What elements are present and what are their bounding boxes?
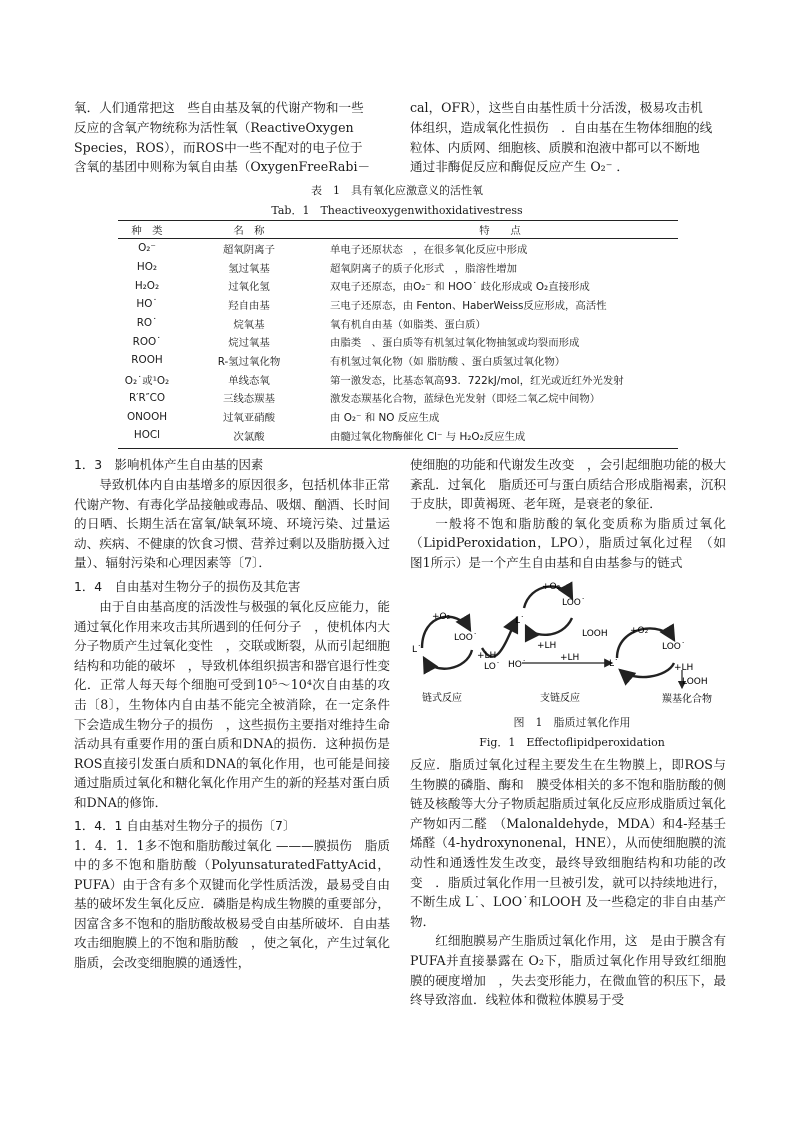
intro-right-column [410, 98, 726, 177]
right-column-top [410, 455, 726, 573]
fig-label-loo-top: LOO˙ [562, 598, 586, 608]
table-row [118, 258, 678, 277]
heading-1-4-1: 1．4．1 自由基对生物分子的损伤〔7〕 [74, 817, 296, 833]
figure-caption-cn: 图 1 脂质过氧化作用 [513, 716, 631, 729]
intro-right-line-1: cal，OFR），这些自由基性质十分活泼，极易攻击机 [410, 100, 703, 115]
heading-1-4: 1．4 自由基对生物分子的损伤及其危害 [74, 578, 301, 594]
left-column-body [74, 455, 403, 973]
cell-feature: 第一激发态，比基态氧高93．722kJ/mol，红光或近红外光发射 [330, 374, 624, 387]
cell-type: RO˙ [136, 317, 158, 330]
fig-label-lh-mid1: +LH [537, 641, 557, 651]
cell-feature: 激发态羰基化合物，蓝绿色光发射（即烃二氧乙烷中间物） [330, 393, 601, 406]
paragraph-r4: 红细胞膜易产生脂质过氧化作用，这 是由于膜含有 PUFA并直接暴露在 O₂下，脂质过氧化作用导致红细胞膜的硬度增加 ，失去变形能力，在微血管的积压下，最终导致溶血．线粒体和微粒体膜易于受 [410, 933, 726, 1008]
header-name: 名 称 [176, 221, 322, 239]
right-column-bottom [410, 755, 726, 1010]
table-bottom-rule [118, 448, 678, 449]
table-row [118, 370, 678, 389]
fig-label-loo-left: LOO˙ [454, 633, 478, 643]
fig-label-chain: 链式反应 [422, 693, 462, 704]
fig-label-lo: LO˙ [484, 662, 501, 672]
fig-label-branch: 支链反应 [540, 693, 580, 704]
cell-type: HO˙ [136, 298, 158, 311]
figure-caption-en: Fig．1 Effectoflipidperoxidation [479, 736, 665, 749]
fig-label-looh-top: LOOH [582, 629, 608, 639]
cell-feature: 由髓过氧化物酶催化 Cl⁻ 与 H₂O₂反应生成 [330, 430, 526, 443]
cell-feature: 三电子还原态，由 Fenton、HaberWeiss反应形成，高活性 [330, 299, 607, 312]
cell-name: 氢过氧基 [228, 262, 270, 275]
paragraph-r3: 反应．脂质过氧化过程主要发生在生物膜上，即ROS与生物膜的磷脂、酶和 膜受体相关的多不饱和脂肪酸的侧链及核酸等大分子物质起脂质过氧化反应形成脂质过氧化产物如丙二醛 （Malonaldehyde，MDA）和4-羟基壬烯醛（4-hydroxynonenal，HNE），从而使细胞膜的流动性和通透性发生改变，最终导致细胞结构和功能的改变 ．脂质过氧化作用一旦被引发，就可以持续地进行，不断生成 L˙、LOO˙和LOOH 及一些稳定的非自由基产物． [410, 757, 726, 929]
fig-label-carbonyl: 羰基化合物 [662, 694, 712, 705]
table-row [118, 389, 678, 408]
cell-type: ROOH [131, 354, 163, 367]
cell-name: 羟自由基 [228, 299, 270, 312]
paragraph-r2: 一般将不饱和脂肪酸的氧化变质称为脂质过氧化（LipidPeroxidation，LPO），脂质过氧化过程 （如图1所示）是一个产生自由基和自由基参与的链式 [410, 515, 726, 570]
table-row [118, 351, 678, 370]
cell-name: R-氢过氧化物 [217, 355, 281, 368]
fig-label-looh-right: LOOH [682, 677, 708, 687]
intro-right-line-3: 粒体、内质网、细胞核、质膜和泡液中都可以不断地 [410, 139, 700, 155]
cell-name: 烷过氧基 [228, 337, 270, 350]
cell-feature: 有机氢过氧化物（如 脂肪酸 、蛋白质氢过氧化物） [330, 355, 566, 368]
heading-1-3: 1．3 影响机体产生自由基的因素 [74, 457, 264, 472]
table-row [118, 239, 678, 258]
intro-left-column [74, 98, 390, 177]
cell-type: ROO˙ [132, 335, 162, 348]
table-header-row [118, 221, 678, 239]
left-cycle-arc-bottom [424, 650, 472, 669]
fig-label-o2-left: +O₂ [432, 612, 451, 622]
header-type: 种 类 [118, 221, 176, 239]
cell-type: HO₂ [136, 261, 158, 274]
intro-right-line-2: 体组织，造成氧化性损伤 ．自由基在生物体细胞的线 [410, 119, 713, 135]
intro-left-line-2: 反应的含氧产物统称为活性氧（ReactiveOxygen [74, 119, 354, 135]
cell-feature: 超氧阴离子的质子化形式 ，脂溶性增加 [330, 262, 518, 275]
intro-left-line-3: Species，ROS），而ROS中一些不配对的电子位于 [74, 139, 363, 155]
cell-name: 烷氧基 [233, 318, 265, 331]
intro-right-line-4: 通过非酶促反应和酶促反应产生 O₂⁻ ． [410, 159, 629, 175]
paragraph-1-4: 由于自由基高度的活泼性与极强的氧化反应能力，能通过氧化作用来攻击其所遇到的任何分子 ，使机体内大分子物质产生过氧化变性 ，交联或断裂，从而引起细胞结构和功能的破坏 ，导致机体组织损害和器官退行性变化．正常人每天每个细胞可受到10⁵～10⁴次自由基的攻击〔8〕，生物体内自由基不能完全被消除，在一定条件下会造成生物分子的损伤 ，这些损伤主要指对维持生命活动具有重要作用的蛋白质和DNA的损伤．这种损伤是 ROS直接引发蛋白质和DNA的氧化作用，也可能是间接通过脂质过氧化和糖化氧化作用产生的新的羟基对蛋白质和DNA的修饰． [74, 598, 403, 810]
cell-name: 三线态羰基 [223, 393, 275, 406]
table-row [118, 295, 678, 314]
fig-label-loo-right: LOO˙ [662, 642, 686, 652]
header-feature: 特 点 [322, 221, 678, 239]
fig-label-lh-right: +LH [674, 663, 694, 673]
cell-feature: 双电子还原态，由O₂⁻ 和 HOO˙ 歧化形成或 O₂直接形成 [330, 281, 590, 294]
cell-name: 超氧阴离子 [223, 243, 275, 256]
paragraph-1-3: 导致机体内自由基增多的原因很多，包括机体非正常代谢产物、有毒化学品接触或毒品、吸烟、酗酒、长时间的日晒、长期生活在富氧/缺氧环境、环境污染、过量运动、疾病、不健康的饮食习惯、营养过剩以及脂肪摄入过量）、辐射污染和心理因素等〔7〕． [74, 477, 390, 571]
intro-left-line-4: 含氧的基团中则称为氧自由基（OxygenFreeRabi－ [74, 159, 371, 175]
table-caption-cn: 表 1 具有氧化应激意义的活性氧 [311, 184, 483, 197]
table-caption-en: Tab．1 Theactiveoxygenwithoxidativestress [271, 204, 523, 217]
cell-name: 单线态氧 [228, 374, 270, 387]
cell-type: HOCl [133, 429, 161, 442]
cell-type: O₂˙或¹O₂ [124, 374, 170, 387]
right-cycle-arc-bottom [620, 663, 674, 677]
table-row [118, 407, 678, 426]
cell-name: 次氯酸 [233, 430, 265, 443]
paragraph-r1: 使细胞的功能和代谢发生改变 ，会引起细胞功能的极大紊乱．过氧化 脂质还可与蛋白质结合形成脂褐素，沉积于皮肤，即黄褐斑、老年斑，是衰老的象征． [410, 457, 726, 512]
lipid-peroxidation-figure [412, 578, 732, 712]
cell-type: O₂⁻ [138, 242, 156, 255]
fig-label-l-left: L˙ [412, 645, 422, 655]
fig-label-ho: HO˙ [508, 660, 527, 670]
table-body [118, 239, 678, 445]
table-row [118, 276, 678, 295]
top-cycle-return [526, 618, 572, 635]
cell-type: R′R″CO [128, 391, 166, 404]
cell-feature: 单电子还原状态 ，在很多氧化反应中形成 [330, 243, 528, 256]
intro-left-line-1: 氧．人们通常把这 些自由基及氧的代谢产物和一些 [74, 100, 364, 115]
table-row [118, 426, 678, 445]
fig-label-lh-left: +LH [477, 651, 497, 661]
fig-label-o2-right: +O₂ [630, 626, 649, 636]
fig-label-l-top: L˙ [515, 616, 525, 626]
cell-type: H₂O₂ [134, 279, 160, 292]
fig-label-lh-center: +LH [560, 653, 580, 663]
active-oxygen-table [118, 221, 678, 445]
cell-feature: 由脂类 、蛋白质等有机氢过氧化物抽氢或均裂而形成 [330, 337, 580, 350]
cell-name: 过氧亚硝酸 [223, 412, 275, 425]
table-row [118, 332, 678, 351]
table-row [118, 314, 678, 333]
cell-type: ONOOH [126, 410, 168, 423]
cell-name: 过氧化氢 [228, 281, 270, 294]
cell-feature: 由 O₂⁻ 和 NO 反应生成 [330, 412, 440, 425]
paragraph-1-4-1-1: 1．4．1．1多不饱和脂肪酸过氧化 ———膜损伤 脂质中的多不饱和脂肪酸（PolyunsaturatedFattyAcid，PUFA）由于含有多个双键而化学性质活泼，最易受自由基的破坏发生氧化反应．磷脂是构成生物膜的重要部分，因富含多不饱和的脂肪酸故极易受自由基所破坏．自由基攻击细胞膜上的不饱和脂肪酸 ，使之氧化，产生过氧化脂质，会改变细胞膜的通透性， [74, 837, 390, 971]
fig-label-o2-top: +O₂ [542, 582, 561, 592]
fig-label-l-right: L˙ [609, 659, 619, 669]
cell-feature: 氧有机自由基（如脂类、蛋白质） [330, 318, 486, 331]
